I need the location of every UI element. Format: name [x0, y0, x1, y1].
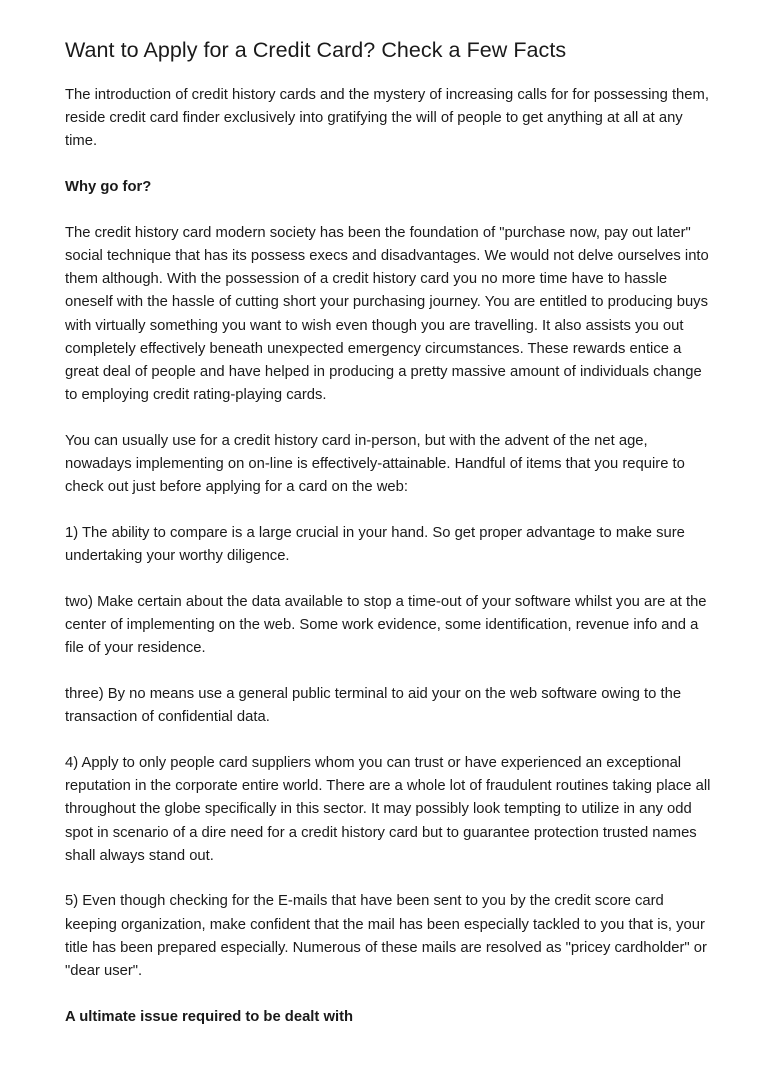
- list-item-2: two) Make certain about the data available to stop a time-out of your software whilst you are at the center of implementing on the web. Some work evidence, some identification, revenue info and a file of your residence.: [65, 593, 707, 657]
- list-item-3: three) By no means use a general public terminal to aid your on the web software owing to the transaction of confidential data.: [65, 686, 682, 726]
- section-heading-why-go-for: Why go for?: [65, 179, 152, 196]
- list-item-4: 4) Apply to only people card suppliers whom you can trust or have experienced an exceptional reputation in the corporate entire world. There are a whole lot of fraudulent routines taking place all throughout the globe specifically in this sector. It may possibly look tempting to utilize in any odd spot in scenario of a dire need for a credit history card but to guarantee protection trusted names shall always stand out.: [65, 754, 711, 864]
- section-heading-final-issue: A ultimate issue required to be dealt with: [65, 1008, 354, 1025]
- list-item-5: 5) Even though checking for the E-mails that have been sent to you by the credit score card keeping organization, make confident that the mail has been especially tackled to you that is, your title has been prepared especially. Numerous of these mails are resolved as "pricey cardholder" or "dear user".: [65, 893, 707, 980]
- paragraph-credit-society: The credit history card modern society has been the foundation of "purchase now, pay out later" social technique that has its possess execs and disadvantages. We would not delve ourselves into them although. With the possession of a credit history card you no more time have to hassle oneself with the hassle of cutting short your purchasing journey. You are entitled to producing buys with virtually something you want to wish even though you are travelling. It also assists you out completely effectively beneath unexpected emergency circumstances. These rewards entice a great deal of people and have helped in producing a pretty massive amount of individuals change to employing credit rating-playing cards.: [65, 224, 709, 404]
- document-title: Want to Apply for a Credit Card? Check a Few Facts: [65, 38, 567, 62]
- paragraph-apply-online: You can usually use for a credit history card in-person, but with the advent of the net age, nowadays implementing on on-line is effectively-attainable. Handful of items that you require to check out just before applying for a card on the web:: [65, 432, 685, 496]
- list-item-1: 1) The ability to compare is a large crucial in your hand. So get proper advantage to make sure undertaking your worthy diligence.: [65, 525, 685, 565]
- intro-paragraph: The introduction of credit history cards and the mystery of increasing calls for for possessing them, reside credit card finder exclusively into gratifying the will of people to get anything at all at any time.: [65, 87, 709, 150]
